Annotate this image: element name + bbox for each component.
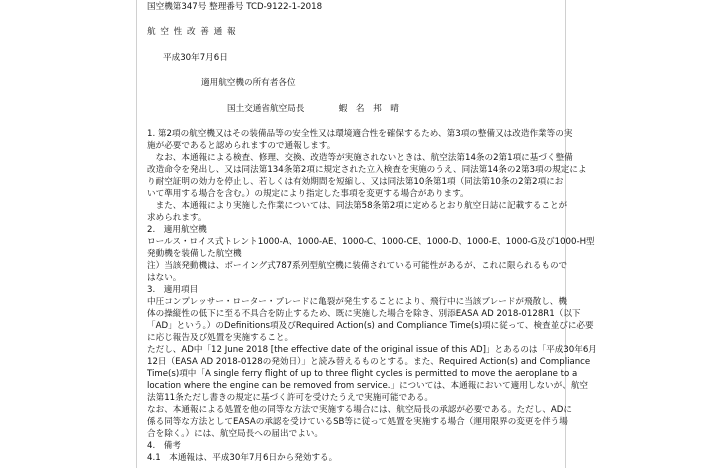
body-line: はない。: [147, 273, 182, 283]
body-line: Time(s)項中「A single ferry flight of up to three flight cycles is permitted to move the aeroplane to a: [147, 369, 578, 379]
body-line: 中圧コンプレッサー・ローター・ブレードに亀裂が発生することにより、飛行中に当該ブレードが飛散し、機: [147, 297, 567, 307]
body-line: 発動機を装備した航空機: [147, 249, 242, 259]
body-line: 注）当該発動機は、ボーイング式787系列型航空機に装備されている可能性があるが、これに限られるもので: [147, 261, 568, 271]
body-line: location where the engine can be removed from service.」については、本通報において適用しないが、航空: [147, 381, 589, 391]
body-line: 2. 適用航空機: [147, 225, 207, 235]
body-line: 合を除く。）には、航空局長への届出でよい。: [147, 429, 323, 439]
body-line: 1. 第2項の航空機又はその装備品等の安全性又は環境適合性を確保するため、第3項の整備又は改造作業等の実: [147, 129, 573, 139]
body-line: 4. 備考: [147, 441, 181, 451]
body-line: 「AD」という。）のDefinitions項及びRequired Action(s) and Compliance Time(s)項に従って、検査並びに必要: [147, 321, 594, 331]
body-line: 3. 適用項目: [147, 285, 199, 295]
body-line: ロールス・ロイス式トレント1000-A、1000-AE、1000-C、1000-CE、1000-D、1000-E、1000-G及び1000-H型: [147, 237, 595, 247]
body-line: 施が必要であると認められますので通報します。: [147, 141, 336, 151]
body-line: 係る同等な方法としてEASAの承認を受けているSB等に従って処置を実施する場合（運用限界の変更を伴う場: [147, 417, 568, 427]
document-title: 航 空 性 改 善 通 報: [147, 27, 237, 37]
issuer: 国土交通省航空局長 蝦 名 邦 晴: [227, 104, 399, 114]
addressee: 適用航空機の所有者各位: [201, 78, 296, 88]
body-line: 求められます。: [147, 213, 207, 223]
body-line: また、本通報により実施した作業については、同法第58条第2項に定めるとおり航空日誌に記載することが: [147, 201, 568, 211]
issue-date: 平成30年7月6日: [163, 53, 228, 63]
body-line: 体の操縦性の低下に至る不具合を防止するため、既に実施した場合を除き、別添EASA AD 2018-0128R1（以下: [147, 309, 581, 319]
reference-number: 国空機第347号 整理番号 TCD-9122-1-2018: [147, 2, 323, 12]
body-line: 改造命令を発出し、又は同法第134条第2項に規定された立入検査を実施のうえ、同法第14条の2第3項の規定によ: [147, 165, 587, 175]
body-line: いて準用する場合を含む。）の規定により指定した事項を変更する場合があります。: [147, 189, 469, 199]
body-line: り耐空証明の効力を停止し、若しくは有効期間を短縮し、又は同法第10条第1項（同法第10条の2第2項にお: [147, 177, 564, 187]
body-line: に応じ報告及び処置を実施すること。: [147, 333, 294, 343]
body-line: 12日（EASA AD 2018-0128の発効日）」と読み替えるものとする。また、Required Action(s) and Compliance: [147, 357, 591, 367]
body-line: なお、本通報による検査、修理、交換、改造等が実施されないときは、航空法第14条の2第1項に基づく整備: [147, 153, 573, 163]
body-line: 4.1 本通報は、平成30年7月6日から発効する。: [147, 453, 338, 463]
body-line: ただし、AD中「12 June 2018 [the effective date of the original issue of this AD]」とあるのは「平成30年6月: [147, 345, 597, 355]
document-page: [136, 0, 597, 468]
body-line: 法第11条ただし書きの規定に基づく許可を受けたうえで実施可能である。: [147, 393, 433, 403]
body-line: なお、本通報による処置を他の同等な方法で実施する場合には、航空局長の承認が必要である。ただし、ADに: [147, 405, 572, 415]
